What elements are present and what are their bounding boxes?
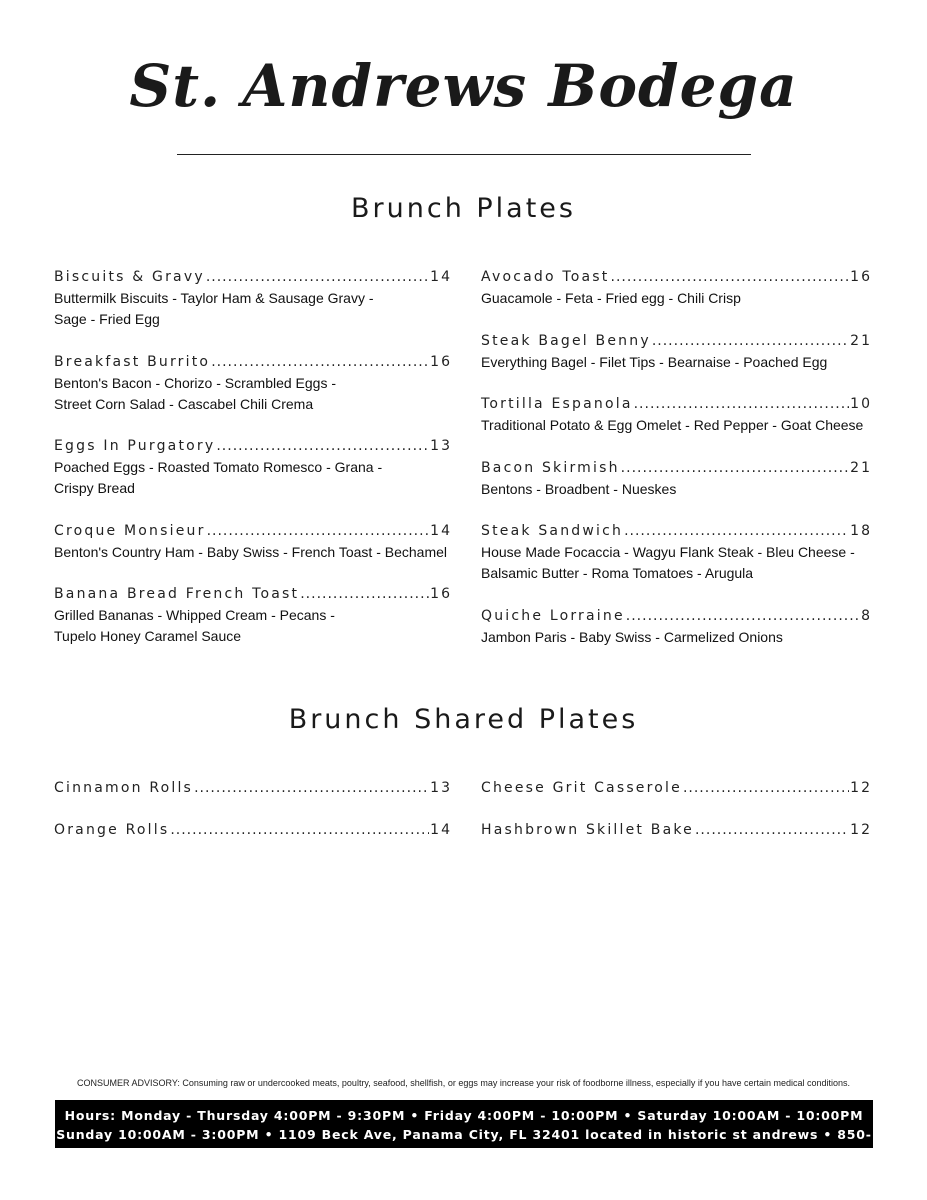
item-price: 8 <box>861 608 872 624</box>
leader-dots <box>624 520 849 542</box>
item-name: Bacon Skirmish <box>481 460 620 476</box>
menu-item <box>54 583 452 647</box>
consumer-advisory: CONSUMER ADVISORY: Consuming raw or undercooked meats, poultry, seafood, shellfish, or eggs may increase your risk of foodborne illness, especially if you have certain medical conditions. <box>76 1078 851 1088</box>
item-name: Steak Bagel Benny <box>481 333 651 349</box>
item-name: Croque Monsieur <box>54 523 206 539</box>
item-name: Cheese Grit Casserole <box>481 780 682 796</box>
item-name: Biscuits & Gravy <box>54 269 205 285</box>
brunch-plates-title: Brunch Plates <box>351 193 576 224</box>
item-name: Banana Bread French Toast <box>54 586 300 602</box>
leader-dots <box>194 777 429 799</box>
leader-dots <box>206 266 429 288</box>
leader-dots <box>216 435 429 457</box>
leader-dots <box>621 457 850 479</box>
menu-item <box>481 520 872 584</box>
item-price: 14 <box>430 269 452 285</box>
item-name: Orange Rolls <box>54 822 170 838</box>
item-price: 10 <box>850 396 872 412</box>
item-description: Street Corn Salad - Cascabel Chili Crema <box>54 396 314 412</box>
restaurant-logo: St. Andrews Bodega <box>129 52 798 120</box>
leader-dots <box>634 393 850 415</box>
leader-dots <box>300 583 429 605</box>
menu-item <box>481 457 872 500</box>
item-name: Hashbrown Skillet Bake <box>481 822 694 838</box>
item-name: Quiche Lorraine <box>481 608 625 624</box>
leader-dots <box>170 819 429 841</box>
logo-divider <box>177 154 751 155</box>
leader-dots <box>207 520 430 542</box>
leader-dots <box>695 819 849 841</box>
item-name: Avocado Toast <box>481 269 610 285</box>
leader-dots <box>683 777 849 799</box>
item-description: Traditional Potato & Egg Omelet - Red Pepper - Goat Cheese <box>481 417 864 433</box>
item-price: 12 <box>850 780 872 796</box>
item-description: Guacamole - Feta - Fried egg - Chili Crisp <box>481 290 741 306</box>
item-price: 21 <box>850 460 872 476</box>
item-description: Balsamic Butter - Roma Tomatoes - Arugula <box>481 565 754 581</box>
item-name: Cinnamon Rolls <box>54 780 194 796</box>
item-name: Breakfast Burrito <box>54 354 211 370</box>
item-description: Benton's Bacon - Chorizo - Scrambled Eggs - <box>54 375 337 391</box>
item-price: 16 <box>430 354 452 370</box>
menu-item <box>481 330 872 373</box>
item-price: 18 <box>850 523 872 539</box>
item-price: 13 <box>430 438 452 454</box>
menu-item <box>481 777 872 799</box>
leader-dots <box>611 266 850 288</box>
menu-item <box>54 819 452 841</box>
menu-item <box>54 351 452 415</box>
item-description: Bentons - Broadbent - Nueskes <box>481 481 677 497</box>
item-price: 16 <box>850 269 872 285</box>
leader-dots <box>211 351 429 373</box>
menu-item <box>481 819 872 841</box>
hours-banner <box>55 1100 873 1161</box>
menu-item <box>54 435 452 499</box>
hours-line-1: Hours: Monday - Thursday 4:00PM - 9:30PM • Friday 4:00PM - 10:00PM • Saturday 10:00AM - 10:00PM <box>64 1108 864 1123</box>
shared-plates-title: Brunch Shared Plates <box>288 704 639 735</box>
item-description: Buttermilk Biscuits - Taylor Ham & Sausage Gravy - <box>54 290 374 306</box>
leader-dots <box>652 330 849 352</box>
item-price: 21 <box>850 333 872 349</box>
item-description: Sage - Fried Egg <box>54 311 160 327</box>
menu-item <box>54 266 452 330</box>
item-description: House Made Focaccia - Wagyu Flank Steak - Bleu Cheese - <box>481 544 855 560</box>
item-description: Grilled Bananas - Whipped Cream - Pecans - <box>54 607 335 623</box>
menu-item <box>481 393 872 436</box>
menu-item <box>481 605 872 648</box>
item-price: 14 <box>430 523 452 539</box>
menu-item <box>481 266 872 309</box>
item-description: Crispy Bread <box>54 480 135 496</box>
hours-line-2: Sunday 10:00AM - 3:00PM • 1109 Beck Ave, Panama City, FL 32401 located in historic st andrews • 850-215-0366 <box>56 1127 872 1161</box>
item-name: Eggs In Purgatory <box>54 438 216 454</box>
item-price: 14 <box>430 822 452 838</box>
item-description: Everything Bagel - Filet Tips - Bearnaise - Poached Egg <box>481 354 828 370</box>
item-description: Benton's Country Ham - Baby Swiss - French Toast - Bechamel <box>54 544 448 560</box>
menu-item <box>54 777 452 799</box>
item-description: Jambon Paris - Baby Swiss - Carmelized Onions <box>481 629 783 645</box>
item-name: Steak Sandwich <box>481 523 624 539</box>
leader-dots <box>626 605 860 627</box>
item-price: 12 <box>850 822 872 838</box>
item-description: Poached Eggs - Roasted Tomato Romesco - Grana - <box>54 459 383 475</box>
menu-item <box>54 520 452 563</box>
item-description: Tupelo Honey Caramel Sauce <box>54 628 242 644</box>
item-name: Tortilla Espanola <box>481 396 633 412</box>
item-price: 13 <box>430 780 452 796</box>
item-price: 16 <box>430 586 452 602</box>
